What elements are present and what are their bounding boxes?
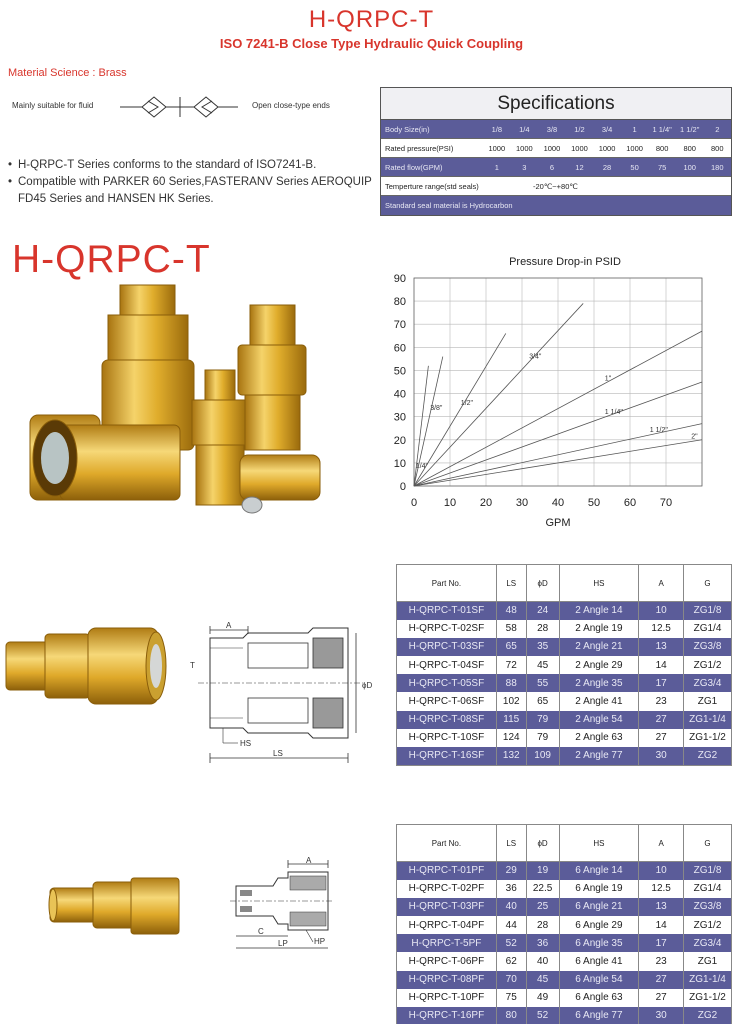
y-tick-label: 10 — [393, 457, 406, 470]
y-tick-label: 90 — [393, 273, 406, 285]
table-cell: 44 — [496, 916, 526, 934]
table-cell: 28 — [526, 620, 559, 638]
female-coupler-spec-table — [396, 564, 732, 766]
table-cell: H-QRPC-T-01PF — [397, 862, 497, 880]
col-header-ls: LS — [496, 825, 526, 862]
table-cell: 27 — [639, 711, 684, 729]
table-cell: 30 — [639, 747, 684, 765]
spec-row-seal — [381, 196, 731, 215]
dim-lp-label: LP — [278, 939, 288, 948]
table-cell: H-QRPC-T-04SF — [397, 656, 497, 674]
spec-label: Temperture range(std seals) — [385, 182, 479, 191]
check-valve-symbol-icon — [112, 92, 252, 122]
table-cell: 28 — [526, 916, 559, 934]
table-cell: 6 Angle 14 — [559, 862, 639, 880]
table-cell: 2 Angle 35 — [559, 674, 639, 692]
table-cell: 2 Angle 21 — [559, 638, 639, 656]
y-tick-label: 30 — [393, 411, 406, 424]
x-tick-label: 40 — [551, 497, 565, 509]
spec-value: 75 — [657, 163, 667, 172]
table-row — [397, 989, 732, 1007]
table-cell: H-QRPC-T-08SF — [397, 711, 497, 729]
x-tick-label: 10 — [443, 497, 457, 509]
table-cell: H-QRPC-T-03PF — [397, 898, 497, 916]
table-cell: 72 — [496, 656, 526, 674]
col-header-a: A — [639, 825, 684, 862]
table-cell: 79 — [526, 711, 559, 729]
table-cell: 24 — [526, 602, 559, 620]
table-cell: 14 — [639, 656, 684, 674]
table-cell: 12.5 — [639, 880, 684, 898]
table-cell: 115 — [496, 711, 526, 729]
col-header-hs: HS — [559, 565, 639, 602]
col-header-g: G — [684, 825, 732, 862]
table-cell: 88 — [496, 674, 526, 692]
series-label: 1/4" — [415, 462, 429, 470]
table-cell: H-QRPC-T-06SF — [397, 692, 497, 710]
spec-label: Standard seal material is Hydrocarbon — [385, 201, 513, 210]
col-header-part: Part No. — [397, 825, 497, 862]
series-label: 2" — [691, 433, 698, 441]
male-plug-photo — [45, 870, 185, 940]
table-cell: 49 — [526, 989, 559, 1007]
spec-value: 6 — [549, 163, 554, 172]
table-cell: 6 Angle 54 — [559, 971, 639, 989]
table-cell: 52 — [526, 1007, 559, 1024]
x-tick-label: 60 — [623, 497, 637, 509]
material-label: Material Science : Brass — [8, 67, 127, 79]
table-cell: 23 — [639, 692, 684, 710]
table-cell: 13 — [639, 638, 684, 656]
table-row — [397, 862, 732, 880]
table-cell: 22.5 — [526, 880, 559, 898]
table-cell: 45 — [526, 656, 559, 674]
table-row — [397, 711, 732, 729]
table-cell: ZG1/2 — [684, 916, 732, 934]
table-cell: 6 Angle 77 — [559, 1007, 639, 1024]
col-header-part: Part No. — [397, 565, 497, 602]
table-cell: 17 — [639, 674, 684, 692]
y-tick-label: 60 — [393, 342, 406, 355]
spec-value: 1000 — [488, 144, 506, 153]
x-tick-label: 0 — [410, 497, 418, 509]
table-cell: H-QRPC-T-02SF — [397, 620, 497, 638]
table-cell: ZG2 — [684, 747, 732, 765]
table-row — [397, 602, 732, 620]
table-cell: 2 Angle 77 — [559, 747, 639, 765]
table-cell: H-QRPC-T-06PF — [397, 952, 497, 970]
x-tick-label: 20 — [479, 497, 493, 509]
male-plug-spec-table — [396, 824, 732, 1024]
spec-value: 1/8 — [491, 125, 502, 134]
coupling-group-photo — [0, 280, 345, 540]
table-row — [397, 729, 732, 747]
table-cell: 27 — [639, 989, 684, 1007]
table-cell: ZG3/8 — [684, 638, 732, 656]
spec-row-body-size — [381, 120, 731, 139]
spec-label: Rated flow(GPM) — [385, 163, 443, 172]
table-cell: 10 — [639, 862, 684, 880]
table-row — [397, 934, 732, 952]
table-cell: 6 Angle 29 — [559, 916, 639, 934]
table-row — [397, 971, 732, 989]
series-label: 1" — [604, 375, 612, 383]
y-tick-label: 20 — [393, 434, 406, 447]
table-row — [397, 656, 732, 674]
valve-symbol-row — [12, 92, 362, 122]
feature-item: • H-QRPC-T Series conforms to the standard of ISO7241-B. — [8, 157, 378, 174]
x-tick-label: 70 — [659, 497, 673, 509]
table-cell: 6 Angle 19 — [559, 880, 639, 898]
male-plug-drawing — [228, 856, 338, 956]
spec-value: 800 — [655, 144, 669, 153]
col-header-hs: HS — [559, 825, 639, 862]
spec-value: 3/8 — [546, 125, 558, 134]
table-cell: 58 — [496, 620, 526, 638]
table-cell: 80 — [496, 1007, 526, 1024]
spec-value: 1000 — [571, 144, 588, 153]
table-cell: ZG1/8 — [684, 862, 732, 880]
spec-value: 180 — [711, 163, 724, 172]
pressure-drop-chart — [378, 270, 718, 540]
table-cell: 40 — [496, 898, 526, 916]
spec-row-temperature — [381, 177, 731, 196]
spec-value: 1/4 — [519, 125, 530, 134]
table-cell: 23 — [639, 952, 684, 970]
table-cell: H-QRPC-T-10PF — [397, 989, 497, 1007]
female-coupler-photo — [0, 620, 180, 710]
table-cell: 124 — [496, 729, 526, 747]
table-cell: H-QRPC-T-08PF — [397, 971, 497, 989]
table-cell: 27 — [639, 729, 684, 747]
table-cell: H-QRPC-T-04PF — [397, 916, 497, 934]
table-cell: 40 — [526, 952, 559, 970]
table-cell: 65 — [526, 692, 559, 710]
table-cell: 55 — [526, 674, 559, 692]
table-cell: 29 — [496, 862, 526, 880]
table-cell: 2 Angle 54 — [559, 711, 639, 729]
table-cell: 6 Angle 21 — [559, 898, 639, 916]
table-cell: 70 — [496, 971, 526, 989]
col-header-d: ϕD — [526, 825, 559, 862]
spec-value: 1 1/4" — [652, 125, 672, 134]
table-cell: 13 — [639, 898, 684, 916]
dim-t-label: T — [190, 661, 195, 670]
spec-value: 800 — [683, 144, 696, 153]
table-cell: 132 — [496, 747, 526, 765]
table-cell: ZG1/8 — [684, 602, 732, 620]
page-subtitle: ISO 7241-B Close Type Hydraulic Quick Coupling — [219, 36, 524, 51]
table-row — [397, 952, 732, 970]
table-cell: ZG3/4 — [684, 934, 732, 952]
table-row — [397, 638, 732, 656]
x-tick-label: 30 — [515, 497, 529, 509]
table-cell: ZG1/4 — [684, 880, 732, 898]
spec-label: Rated pressure(PSI) — [385, 144, 454, 153]
series-label: 1 1/2" — [649, 426, 668, 434]
table-row — [397, 880, 732, 898]
section-title: H-QRPC-T — [12, 238, 211, 281]
spec-row-flow — [381, 158, 731, 177]
dim-hs-label: HS — [240, 739, 252, 748]
specifications-table — [380, 87, 732, 216]
table-cell: 6 Angle 63 — [559, 989, 639, 1007]
table-cell: H-QRPC-T-16SF — [397, 747, 497, 765]
table-row — [397, 898, 732, 916]
y-tick-label: 80 — [393, 296, 406, 309]
spec-label: Body Size(in) — [385, 125, 430, 134]
table-cell: ZG1 — [684, 692, 732, 710]
series-label: 3/4" — [529, 353, 542, 361]
table-row — [397, 674, 732, 692]
series-label: 3/8" — [430, 405, 443, 413]
table-cell: 35 — [526, 638, 559, 656]
table-cell: ZG1-1/2 — [684, 989, 732, 1007]
table-cell: ZG1/2 — [684, 656, 732, 674]
table-cell: 52 — [496, 934, 526, 952]
table-cell: ZG3/4 — [684, 674, 732, 692]
spec-value: 1000 — [626, 144, 643, 153]
table-cell: 102 — [496, 692, 526, 710]
spec-value: 1 — [632, 125, 637, 134]
table-cell: H-QRPC-T-5PF — [397, 934, 497, 952]
y-tick-label: 0 — [399, 481, 406, 493]
table-cell: 2 Angle 19 — [559, 620, 639, 638]
table-cell: H-QRPC-T-03SF — [397, 638, 497, 656]
symbol-right-label: Open close-type ends — [252, 101, 330, 110]
dim-a-label: A — [226, 621, 232, 630]
spec-value: 3 — [522, 163, 527, 172]
table-cell: 62 — [496, 952, 526, 970]
series-line — [414, 357, 443, 486]
series-label: 1 1/4" — [604, 409, 623, 417]
y-tick-label: 70 — [393, 319, 406, 332]
table-cell: 19 — [526, 862, 559, 880]
series-label: 1/2" — [460, 400, 474, 408]
table-cell: ZG3/8 — [684, 898, 732, 916]
table-cell: 2 Angle 29 — [559, 656, 639, 674]
table-cell: 2 Angle 14 — [559, 602, 639, 620]
symbol-left-label: Mainly suitable for fluid — [12, 101, 94, 110]
spec-value: 28 — [602, 163, 612, 172]
table-cell: ZG1 — [684, 952, 732, 970]
table-cell: 17 — [639, 934, 684, 952]
table-row — [397, 916, 732, 934]
table-cell: 30 — [639, 1007, 684, 1024]
spec-value: -20℃~+80℃ — [533, 182, 578, 191]
table-cell: 65 — [496, 638, 526, 656]
y-tick-label: 40 — [393, 388, 406, 401]
table-row — [397, 747, 732, 765]
spec-row-pressure — [381, 139, 731, 158]
table-cell: 6 Angle 35 — [559, 934, 639, 952]
table-cell: 2 Angle 41 — [559, 692, 639, 710]
chart-title: Pressure Drop-in PSID — [509, 256, 621, 268]
table-cell: 45 — [526, 971, 559, 989]
x-tick-label: 50 — [587, 497, 601, 509]
spec-value: 1/2 — [574, 125, 585, 134]
table-cell: ZG1/4 — [684, 620, 732, 638]
table-cell: 79 — [526, 729, 559, 747]
spec-value: 3/4 — [601, 125, 613, 134]
spec-value: 12 — [575, 163, 584, 172]
spec-value: 1 1/2" — [680, 125, 700, 134]
table-cell: 12.5 — [639, 620, 684, 638]
table-row — [397, 692, 732, 710]
col-header-g: G — [684, 565, 732, 602]
table-cell: 75 — [496, 989, 526, 1007]
page-title: H-QRPC-T — [308, 6, 435, 33]
female-coupler-drawing — [188, 618, 378, 768]
table-cell: H-QRPC-T-05SF — [397, 674, 497, 692]
spec-value: 800 — [711, 144, 724, 153]
table-cell: 6 Angle 41 — [559, 952, 639, 970]
col-header-a: A — [639, 565, 684, 602]
table-cell: 109 — [526, 747, 559, 765]
dim-d-label: ϕD — [362, 681, 373, 690]
table-cell: H-QRPC-T-01SF — [397, 602, 497, 620]
spec-value: 2 — [715, 125, 720, 134]
col-header-d: ϕD — [526, 565, 559, 602]
spec-value: 100 — [683, 163, 696, 172]
spec-value: 50 — [630, 163, 639, 172]
feature-list — [8, 157, 378, 208]
table-cell: 36 — [496, 880, 526, 898]
table-cell: ZG1-1/2 — [684, 729, 732, 747]
feature-item: • Compatible with PARKER 60 Series,FASTERANV Series AEROQUIP FD45 Series and HANSEN HK Series. — [8, 174, 378, 208]
table-cell: 25 — [526, 898, 559, 916]
table-row — [397, 620, 732, 638]
table-cell: 14 — [639, 916, 684, 934]
table-cell: H-QRPC-T-10SF — [397, 729, 497, 747]
table-row — [397, 1007, 732, 1024]
table-cell: 27 — [639, 971, 684, 989]
x-axis-label: GPM — [545, 517, 571, 529]
spec-value: 1000 — [516, 144, 533, 153]
dim-hp-label: HP — [314, 937, 326, 946]
table-cell: ZG1-1/4 — [684, 971, 732, 989]
y-tick-label: 50 — [393, 365, 406, 378]
spec-value: 1000 — [543, 144, 561, 153]
table-cell: 2 Angle 63 — [559, 729, 639, 747]
table-cell: ZG1-1/4 — [684, 711, 732, 729]
specifications-title: Specifications — [381, 88, 731, 120]
spec-value: 1000 — [598, 144, 616, 153]
spec-value: 1 — [494, 163, 499, 172]
table-cell: H-QRPC-T-16PF — [397, 1007, 497, 1024]
table-cell: 10 — [639, 602, 684, 620]
dim-a-label: A — [306, 856, 312, 865]
dim-ls-label: LS — [273, 749, 283, 758]
table-cell: H-QRPC-T-02PF — [397, 880, 497, 898]
col-header-ls: LS — [496, 565, 526, 602]
table-cell: 48 — [496, 602, 526, 620]
table-cell: ZG2 — [684, 1007, 732, 1024]
table-cell: 36 — [526, 934, 559, 952]
dim-c-label: C — [258, 927, 264, 936]
